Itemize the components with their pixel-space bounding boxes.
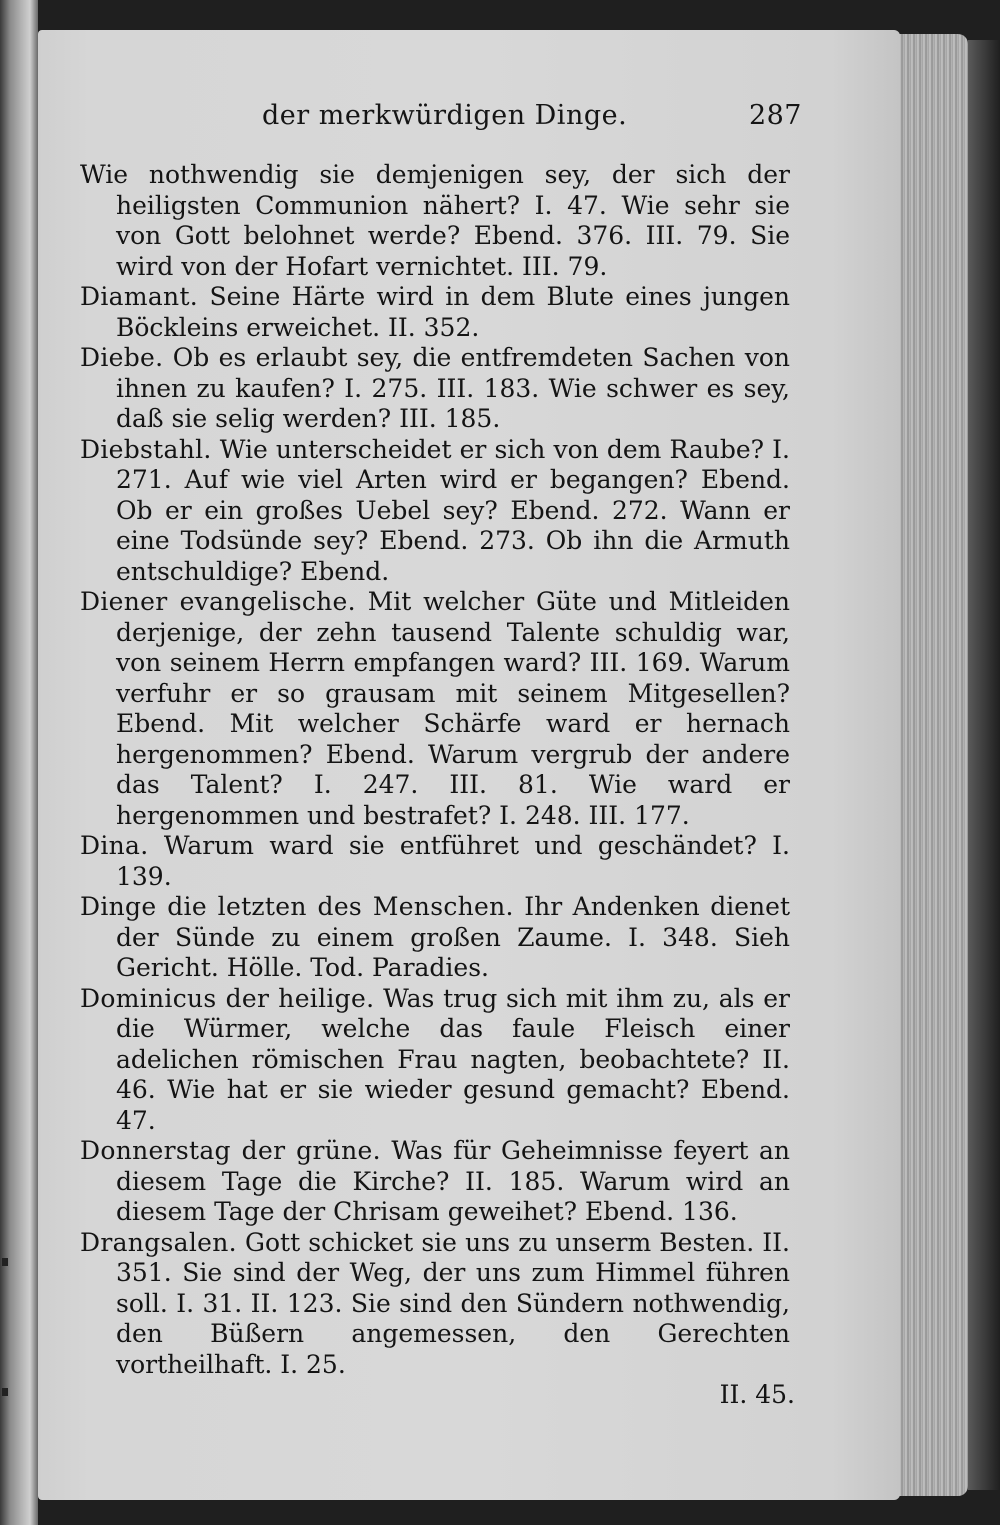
index-entry bbox=[80, 1228, 790, 1381]
entry-text: Mit welcher Güte und Mitleiden derjenige, der zehn tausend Talente schuldig war, von seinem Herrn empfangen ward? III. 169. Warum verfuhr er so grausam mit seinem Mitgesellen? Ebend. Mit welcher Schärfe ward er hernach hergenommen? Ebend. Warum vergrub der andere das Talent? I. 247. III. 81. Wie ward er hergenommen und bestrafet? I. 248. III. 177. bbox=[116, 587, 791, 830]
entry-text: Seine Härte wird in dem Blute eines jungen Böckleins erweichet. II. 352. bbox=[116, 282, 790, 342]
entry-text: Gott schicket sie uns zu unserm Besten. II. 351. Sie sind der Weg, der uns zum Himmel führen soll. I. 31. II. 123. Sie sind den Sündern nothwendig, den Büßern angemessen, den Gerechten vortheilhaft. I. 25. bbox=[116, 1227, 790, 1379]
page-stack-shadow bbox=[968, 40, 1000, 1490]
entry-term: Diamant. bbox=[80, 282, 199, 311]
margin-mark bbox=[2, 1258, 8, 1266]
index-entry bbox=[80, 160, 790, 282]
running-title: der merkwürdigen Dinge. bbox=[262, 100, 628, 131]
index-entry bbox=[80, 343, 790, 435]
index-entry bbox=[80, 892, 790, 984]
previous-page-edge bbox=[0, 0, 38, 1525]
index-text bbox=[80, 160, 790, 1380]
entry-term: Diebe. bbox=[80, 343, 164, 372]
margin-mark bbox=[2, 1388, 8, 1396]
page-number: 287 bbox=[748, 100, 802, 131]
entry-text: Ob es erlaubt sey, die entfremdeten Sachen von ihnen zu kaufen? I. 275. III. 183. Wie schwer es sey, daß sie selig werden? III. 185. bbox=[116, 343, 790, 433]
continuation-line: II. 45. bbox=[719, 1380, 795, 1409]
entry-text: Was für Geheimnisse feyert an diesem Tage die Kirche? II. 185. Warum wird an diesem Tage der Chrisam geweihet? Ebend. 136. bbox=[116, 1136, 791, 1226]
entry-term: Dinge die letzten des Menschen. bbox=[80, 892, 514, 921]
index-entry bbox=[80, 831, 790, 892]
index-entry bbox=[80, 587, 790, 831]
entry-term: Drangsalen. bbox=[80, 1227, 237, 1257]
entry-term: Diebstahl. bbox=[80, 434, 212, 464]
entry-text: Warum ward sie entführet und geschändet? I. 139. bbox=[116, 831, 790, 891]
entry-text: Wie unterscheidet er sich von dem Raube? I. 271. Auf wie viel Arten wird er begangen? Ebend. Ob er ein großes Uebel sey? Ebend. 272. Wann er eine Todsünde sey? Ebend. 273. Ob ihn die Armuth entschuldige? Ebend. bbox=[116, 434, 790, 586]
entry-text: Wie nothwendig sie demjenigen sey, der sich der heiligsten Communion nähert? I. 47. Wie sehr sie von Gott belohnet werde? Ebend. 376. III. 79. Sie wird von der Hofart vernichtet. III. 79. bbox=[80, 160, 790, 281]
entry-term: Diener evangelische. bbox=[80, 587, 356, 616]
index-entry bbox=[80, 1136, 790, 1228]
index-entry bbox=[80, 435, 790, 588]
entry-text: Ihr Andenken dienet der Sünde zu einem großen Zaume. I. 348. Sieh Gericht. Hölle. Tod. Paradies. bbox=[116, 892, 790, 982]
entry-term: Donnerstag der grüne. bbox=[80, 1136, 381, 1165]
entry-term: Dina. bbox=[80, 831, 149, 860]
entry-text: Was trug sich mit ihm zu, als er die Würmer, welche das faule Fleisch einer adelichen römischen Frau nagten, beobachtete? II. 46. Wie hat er sie wieder gesund gemacht? Ebend. 47. bbox=[116, 983, 790, 1135]
index-entry bbox=[80, 984, 790, 1137]
index-entry bbox=[80, 282, 790, 343]
entry-term: Dominicus der heilige. bbox=[80, 983, 375, 1013]
page-stack-edge bbox=[898, 34, 968, 1496]
page-header bbox=[262, 100, 802, 140]
